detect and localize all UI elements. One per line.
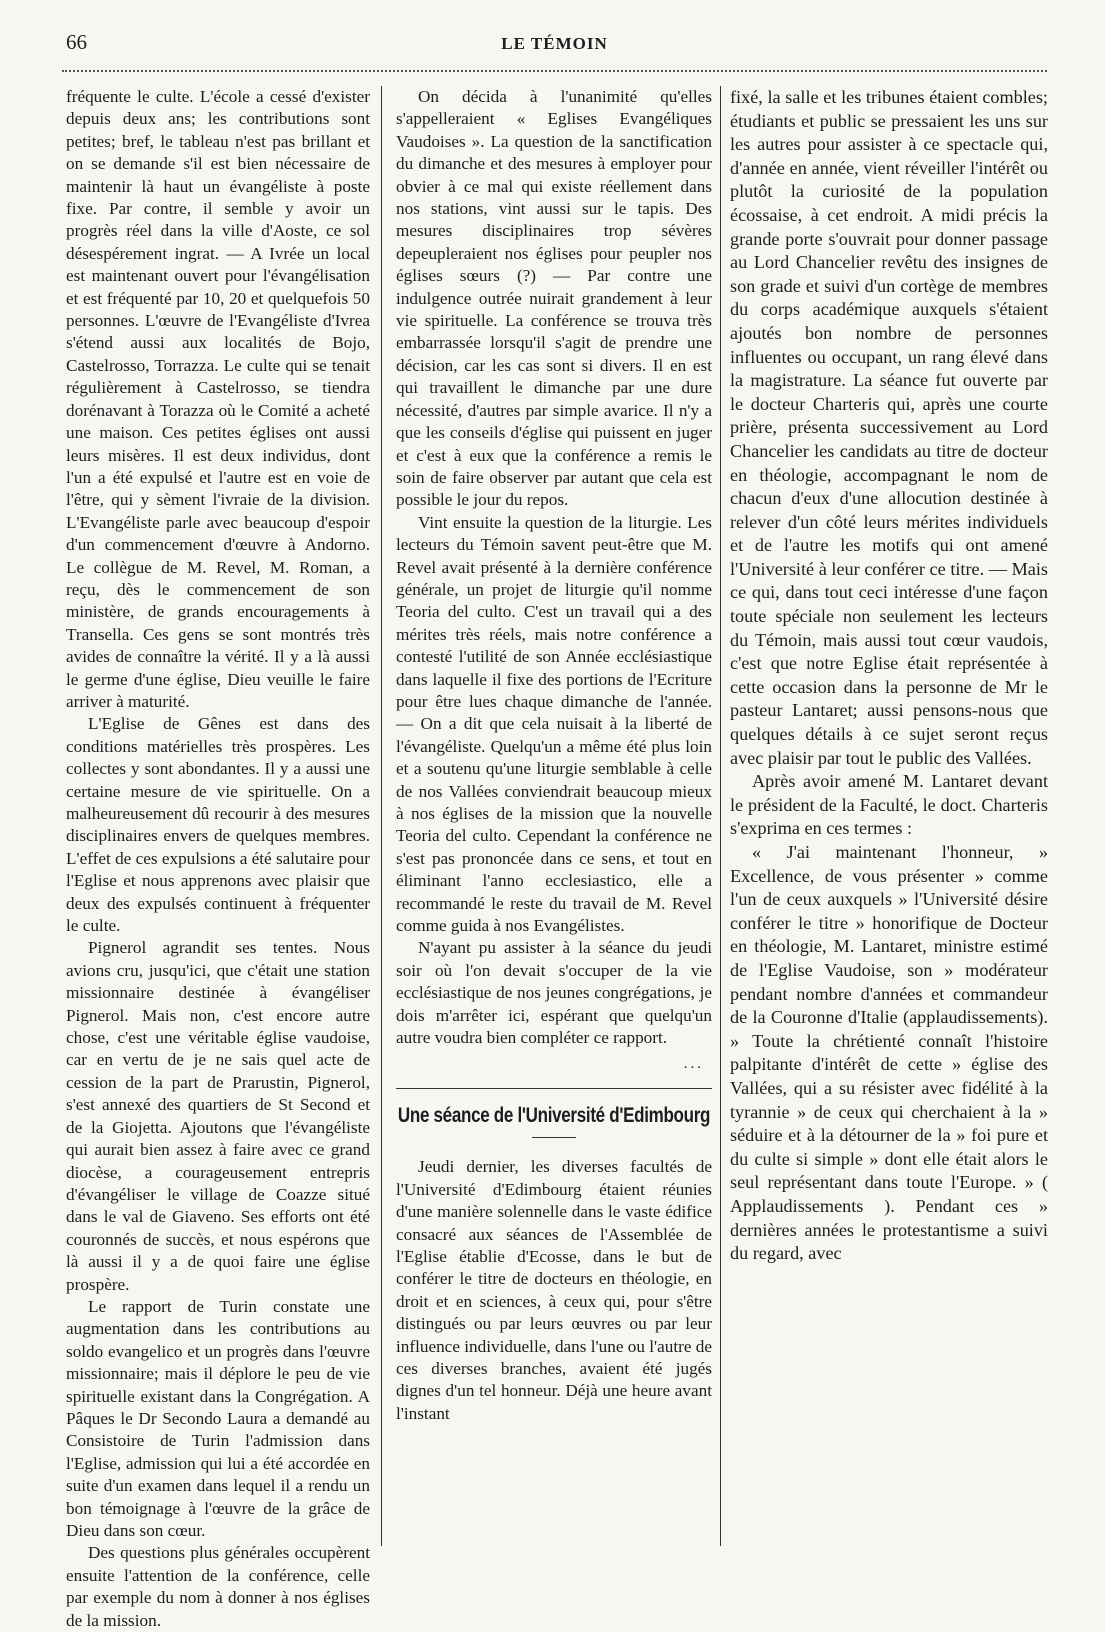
paragraph: N'ayant pu assister à la séance du jeudi soir où l'on devait s'occuper de la vie ecclésiastique de nos jeunes congrégations, je dois m'arrêter ici, espérant que quelqu'un autre voudra bien compléter ce rapport.	[396, 938, 712, 1048]
column-separator	[381, 86, 382, 1546]
article-separator	[396, 1088, 712, 1089]
paragraph: Jeudi dernier, les diverses facultés de l'Université d'Edimbourg étaient réunies d'une manière solennelle dans le vaste édifice consacré aux séances de l'Assemblée de l'Eglise établie d'Ecosse, dans le but de conférer le titre de docteurs en théologie, en droit et en sciences, à ceux qui, pour s'être distingués ou par leurs œuvres ou par leur influence individuelle, dans l'une ou l'autre de ces diverses branches, avaient été jugés dignes d'un tel honneur. Déjà une heure avant l'instant	[396, 1157, 712, 1423]
column-separator	[720, 86, 721, 1546]
paragraph: Vint ensuite la question de la liturgie. Les lecteurs du Témoin savent peut-être que M. Revel avait présenté à la dernière conférence générale, un projet de liturgie qu'il nomme Teoria del culto. C'est un travail qui a des mérites très réels, mais notre conférence a contesté l'utilité de son Année ecclésiastique dans laquelle il fixe des portions de l'Ecriture pour être lues chaque dimanche de l'année. — On a dit que cela nuisait à la liberté de l'évangéliste. Quelqu'un a même été plus loin et a soutenu qu'une liturgie semblable à celle de nos Vallées conviendrait beaucoup mieux à nos églises de la mission que la nouvelle Teoria del culto. Cependant la conférence ne s'est pas prononcée dans ce sens, et tout en éliminant l'anno ecclesiastico, elle a recommandé le reste du travail de M. Revel comme guida à nos Evangélistes.	[396, 512, 712, 936]
paragraph: L'Eglise de Gênes est dans des conditions matérielles très prospères. Les collectes y sont abondantes. Il y a aussi une certaine mesure de vie spirituelle. On a malheureusement dû recourir à des mesures disciplinaires envers de quelques membres. L'effet de ces expulsions a été salutaire pour l'Eglise et nous apprenons avec plaisir que deux des expulsés continuent à fréquenter le culte.	[66, 714, 370, 936]
page-number: 66	[66, 30, 87, 54]
end-of-article-dots: ...	[683, 1056, 704, 1073]
page-header	[62, 26, 1047, 66]
paragraph: On décida à l'unanimité qu'elles s'appelleraient « Eglises Evangéliques Vaudoises ». La question de la sanctification du dimanche et des mesures à employer pour obvier à ce mal qui existe réellement dans nos stations, vint aussi sur le tapis. Des mesures disciplinaires trop sévères depeupleraient nos églises pour peupler nos églises sœurs (?) — Par contre une indulgence outrée nuirait grandement à leur vie spirituelle. La conférence se trouva très embarrassée lorsqu'il s'agit de prendre une décision, car les cas sont si divers. Il en est qui travaillent le dimanche par une dure nécessité, d'autres par simple avarice. Il n'y a que les conseils d'église qui puissent en juger et c'est à eux que la conférence a remis le soin de faire observer par autant que cela est possible le jour du repos.	[396, 87, 712, 510]
paragraph: Pignerol agrandit ses tentes. Nous avions cru, jusqu'ici, que c'était une station missionnaire destinée à évangéliser Pignerol. Mais non, c'est encore autre chose, c'est une véritable église vaudoise, car en vertu de je ne sais quel acte de cession de la part de Prarustin, Pignerol, s'est annexé des quartiers de St Second et de la Giojetta. Ajoutons que l'évangéliste qui aurait bien assez à faire avec ce grand diocèse, a courageusement entrepris d'évangéliser le village de Coazze situé dans le val de Giaveno. Ses efforts ont été couronnés de succès, et nous espérons que là aussi il y a de quoi faire une église prospère.	[66, 938, 370, 1294]
column-3	[730, 86, 1048, 1556]
paragraph: fixé, la salle et les tribunes étaient combles; étudiants et public se pressaient les uns sur les autres pour assister à ce spectacle qui, d'année en année, vient réveiller l'intérêt ou plutôt la curiosité de la population écossaise, à cet endroit. A midi précis la grande porte s'ouvrait pour donner passage au Lord Chancelier revêtu des insignes de son grade et suivi d'un cortège de membres du corps académique auxquels s'étaient ajoutés bon nombre de personnes influentes ou occupant, un rang élevé dans la magistrature. La séance fut ouverte par le docteur Charteris qui, après une courte prière, présenta successivement au Lord Chancelier les candidats au titre de docteur en théologie, accompagnant le nom de chacun d'eux d'une allocution destinée à relever d'un côté leurs mérites individuels et de l'autre les motifs qui ont amené l'Université à leur conférer ce titre. — Mais ce qui, dans tout ceci intéresse d'une façon toute spéciale non seulement les lecteurs du Témoin, mais aussi tout cœur vaudois, c'est que notre Eglise était représentée à cette occasion dans la personne de Mr le pasteur Lantaret; aussi pensons-nous que quelques détails à ce sujet seront reçus avec plaisir par tout le public des Vallées.	[730, 87, 1048, 768]
column-2	[396, 86, 712, 1556]
paragraph: Après avoir amené M. Lantaret devant le président de la Faculté, le doct. Charteris s'exprima en ces termes :	[730, 771, 1048, 839]
paragraph: Des questions plus générales occupèrent ensuite l'attention de la conférence, celle par exemple du nom à donner à nos églises de la mission.	[66, 1543, 370, 1630]
header-rule	[62, 64, 1047, 72]
article-title: Une séance de l'Université d'Edimbourg	[397, 1103, 711, 1128]
title-underline	[532, 1137, 576, 1138]
column-1	[66, 86, 370, 1630]
quotation: « J'ai maintenant l'honneur, » Excellence, de vous présenter » comme l'un de ceux auxquels » l'Université désire conférer le titre » honorifique de Docteur en théologie, M. Lantaret, ministre estimé de l'Eglise Vaudoise, son » modérateur pendant nombre d'années et commandeur de la Couronne d'Italie (applaudissements). » Toute la chrétienté connaît l'histoire palpitante d'intérêt de cette » église des Vallées, qui a su résister avec fidélité à la tyrannie » de ceux qui cherchaient à la » séduire et à la détourner de la » foi pure et du culte si simple » dont elle était alors le seul représentant dans toute l'Europe. » ( Applaudissements ). Pendant ces » dernières années le protestantisme a suivi du regard, avec	[730, 842, 1048, 1264]
paragraph: fréquente le culte. L'école a cessé d'exister depuis deux ans; les contributions sont petites; bref, le tableau n'est pas brillant et on se demande s'il est bien nécessaire de maintenir là haut un évangéliste à poste fixe. Par contre, il semble y avoir un progrès réel dans la ville d'Aoste, ce sol désespérement ingrat. — A Ivrée un local est maintenant ouvert pour l'évangélisation et est fréquenté par 10, 20 et quelquefois 50 personnes. L'œuvre de l'Evangéliste d'Ivrea s'étend aussi aux localités de Bojo, Castelrosso, Torrazza. Le culte qui se tenait régulièrement à Castelrosso, se tiendra dorénavant à Torazza où le Comité a acheté une maison. Ces petites églises ont aussi leurs misères. Il est deux individus, dont l'un a été expulsé et l'autre est en voie de l'être, qui y sèment l'ivraie de la division. L'Evangéliste parle avec beaucoup d'espoir d'un commencement d'œuvre à Andorno. Le collègue de M. Revel, M. Roman, a reçu, dès le commencement de son ministère, de grands encouragements à Transella. Ces gens se sont montrés très avides de connaître la vérité. Il y a là aussi le germe d'une église, Dieu veuille le faire arriver à maturité.	[66, 87, 370, 711]
journal-title: LE TÉMOIN	[501, 34, 608, 53]
paragraph: Le rapport de Turin constate une augmentation dans les contributions au soldo evangelico et un progrès dans l'œuvre missionnaire; mais il déplore le peu de vie spirituelle existant dans la Congrégation. A Pâques le Dr Secondo Laura a demandé au Consistoire de Turin l'admission dans l'Eglise, admission qui lui a été accordée en suite d'un examen dans lequel il a rendu un bon témoignage à l'œuvre de la grâce de Dieu dans son cœur.	[66, 1296, 370, 1540]
